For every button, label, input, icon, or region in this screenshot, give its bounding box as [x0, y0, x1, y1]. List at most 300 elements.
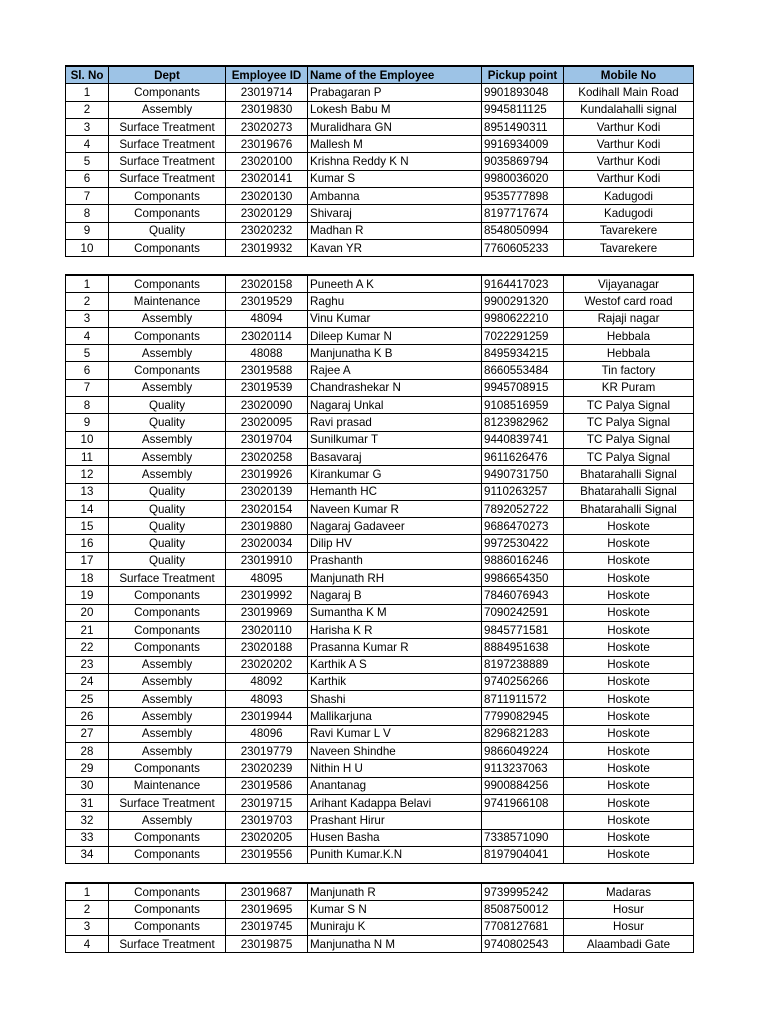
- employee-id-cell: 23019830: [226, 101, 308, 118]
- pickup-point-cell: 8197904041: [482, 846, 564, 863]
- pickup-point-cell: 9740802543: [482, 935, 564, 952]
- pickup-point-cell: 8197238889: [482, 656, 564, 673]
- employee-name-cell: Prasanna Kumar R: [308, 639, 482, 656]
- mobile-no-cell: Hoskote: [564, 725, 694, 742]
- pickup-point-cell: 9980622210: [482, 310, 564, 327]
- table-row: [66, 239, 694, 256]
- employee-id-cell: 48092: [226, 673, 308, 690]
- table-row: [66, 188, 694, 205]
- dept-cell: Maintenance: [109, 777, 226, 794]
- table-row: [66, 901, 694, 918]
- table-row: [66, 918, 694, 935]
- sl-no-cell: 1: [66, 275, 109, 293]
- employee-name-cell: Muniraju K: [308, 918, 482, 935]
- employee-id-cell: 48095: [226, 570, 308, 587]
- pickup-point-cell: 9986654350: [482, 570, 564, 587]
- table-row: [66, 84, 694, 101]
- employee-id-cell: 23019715: [226, 794, 308, 811]
- mobile-no-cell: Hoskote: [564, 673, 694, 690]
- mobile-no-cell: Hosur: [564, 918, 694, 935]
- employee-id-cell: 23019926: [226, 466, 308, 483]
- mobile-no-cell: Bhatarahalli Signal: [564, 500, 694, 517]
- employee-name-cell: Prashant Hirur: [308, 812, 482, 829]
- mobile-no-cell: Hoskote: [564, 777, 694, 794]
- employee-name-cell: Ravi Kumar L V: [308, 725, 482, 742]
- sl-no-cell: 24: [66, 673, 109, 690]
- pickup-point-cell: 7892052722: [482, 500, 564, 517]
- dept-cell: Componants: [109, 883, 226, 901]
- mobile-no-cell: Hoskote: [564, 639, 694, 656]
- pickup-point-cell: 9901893048: [482, 84, 564, 101]
- dept-cell: Assembly: [109, 101, 226, 118]
- pickup-point-cell: 9440839741: [482, 431, 564, 448]
- sl-no-cell: 21: [66, 621, 109, 638]
- employee-name-cell: Ravi prasad: [308, 414, 482, 431]
- sl-no-cell: 23: [66, 656, 109, 673]
- table-row: [66, 587, 694, 604]
- employee-name-cell: Muralidhara GN: [308, 118, 482, 135]
- sl-no-cell: 3: [66, 118, 109, 135]
- dept-cell: Quality: [109, 414, 226, 431]
- pickup-point-cell: 9972530422: [482, 535, 564, 552]
- employee-name-cell: Madhan R: [308, 222, 482, 239]
- employee-id-cell: 23019703: [226, 812, 308, 829]
- dept-cell: Assembly: [109, 345, 226, 362]
- mobile-no-cell: Kadugodi: [564, 205, 694, 222]
- mobile-no-cell: TC Palya Signal: [564, 397, 694, 414]
- pickup-point-cell: 7846076943: [482, 587, 564, 604]
- pickup-point-cell: 9945811125: [482, 101, 564, 118]
- pickup-point-cell: 7799082945: [482, 708, 564, 725]
- table-row: [66, 794, 694, 811]
- mobile-no-cell: Varthur Kodi: [564, 170, 694, 187]
- employee-name-cell: Chandrashekar N: [308, 379, 482, 396]
- sl-no-cell: 12: [66, 466, 109, 483]
- employee-name-cell: Nagaraj Unkal: [308, 397, 482, 414]
- pickup-point-cell: 9164417023: [482, 275, 564, 293]
- mobile-no-cell: Kodihall Main Road: [564, 84, 694, 101]
- dept-cell: Quality: [109, 483, 226, 500]
- dept-cell: Surface Treatment: [109, 935, 226, 952]
- table-row: [66, 500, 694, 517]
- mobile-no-cell: Hoskote: [564, 570, 694, 587]
- sl-no-cell: 34: [66, 846, 109, 863]
- table-row: [66, 379, 694, 396]
- employee-id-cell: 23019745: [226, 918, 308, 935]
- employee-id-cell: 48093: [226, 691, 308, 708]
- sl-no-cell: 28: [66, 743, 109, 760]
- pickup-point-cell: 9900884256: [482, 777, 564, 794]
- header-sl-no: Sl. No: [66, 66, 109, 84]
- pickup-point-cell: 9686470273: [482, 518, 564, 535]
- employee-id-cell: 23019992: [226, 587, 308, 604]
- employee-name-cell: Sumantha K M: [308, 604, 482, 621]
- mobile-no-cell: Hoskote: [564, 535, 694, 552]
- sl-no-cell: 18: [66, 570, 109, 587]
- sl-no-cell: 7: [66, 188, 109, 205]
- table-row: [66, 310, 694, 327]
- employee-name-cell: Kumar S N: [308, 901, 482, 918]
- employee-id-cell: 23020130: [226, 188, 308, 205]
- sl-no-cell: 8: [66, 205, 109, 222]
- mobile-no-cell: Hoskote: [564, 691, 694, 708]
- pickup-point-cell: 9900291320: [482, 293, 564, 310]
- table-row: [66, 812, 694, 829]
- employee-name-cell: Puneeth A K: [308, 275, 482, 293]
- dept-cell: Componants: [109, 239, 226, 256]
- table-row: [66, 846, 694, 863]
- dept-cell: Assembly: [109, 725, 226, 742]
- dept-cell: Componants: [109, 188, 226, 205]
- table-row: [66, 293, 694, 310]
- dept-cell: Assembly: [109, 310, 226, 327]
- employee-id-cell: 23020100: [226, 153, 308, 170]
- mobile-no-cell: Hosur: [564, 901, 694, 918]
- table-row: [66, 170, 694, 187]
- sl-no-cell: 4: [66, 935, 109, 952]
- table-row: [66, 604, 694, 621]
- employee-id-cell: 23019714: [226, 84, 308, 101]
- employee-name-cell: Prashanth: [308, 552, 482, 569]
- employee-id-cell: 48088: [226, 345, 308, 362]
- dept-cell: Surface Treatment: [109, 136, 226, 153]
- pickup-point-cell: 8123982962: [482, 414, 564, 431]
- pickup-point-cell: 9740256266: [482, 673, 564, 690]
- mobile-no-cell: Kadugodi: [564, 188, 694, 205]
- pickup-point-cell: 8197717674: [482, 205, 564, 222]
- employee-id-cell: 23019539: [226, 379, 308, 396]
- employee-id-cell: 23019969: [226, 604, 308, 621]
- table-row: [66, 743, 694, 760]
- employee-id-cell: 23019880: [226, 518, 308, 535]
- mobile-no-cell: Hoskote: [564, 587, 694, 604]
- employee-name-cell: Shivaraj: [308, 205, 482, 222]
- pickup-point-cell: 8495934215: [482, 345, 564, 362]
- sl-no-cell: 33: [66, 829, 109, 846]
- employee-id-cell: 23020110: [226, 621, 308, 638]
- employee-id-cell: 48094: [226, 310, 308, 327]
- table-row: [66, 552, 694, 569]
- sl-no-cell: 9: [66, 414, 109, 431]
- mobile-no-cell: Hoskote: [564, 656, 694, 673]
- pickup-point-cell: 9845771581: [482, 621, 564, 638]
- employee-name-cell: Naveen Kumar R: [308, 500, 482, 517]
- pickup-point-cell: 9108516959: [482, 397, 564, 414]
- pickup-point-cell: 9490731750: [482, 466, 564, 483]
- employee-name-cell: Arihant Kadappa Belavi: [308, 794, 482, 811]
- dept-cell: Componants: [109, 760, 226, 777]
- table-row: [66, 466, 694, 483]
- mobile-no-cell: Hoskote: [564, 846, 694, 863]
- mobile-no-cell: Hoskote: [564, 812, 694, 829]
- employee-name-cell: Nagaraj Gadaveer: [308, 518, 482, 535]
- employee-id-cell: 23020205: [226, 829, 308, 846]
- employee-name-cell: Rajee A: [308, 362, 482, 379]
- pickup-point-cell: 7338571090: [482, 829, 564, 846]
- sl-no-cell: 29: [66, 760, 109, 777]
- mobile-no-cell: Hoskote: [564, 794, 694, 811]
- dept-cell: Quality: [109, 535, 226, 552]
- dept-cell: Assembly: [109, 691, 226, 708]
- mobile-no-cell: Vijayanagar: [564, 275, 694, 293]
- sl-no-cell: 26: [66, 708, 109, 725]
- employee-name-cell: Harisha K R: [308, 621, 482, 638]
- table-row: [66, 275, 694, 293]
- employee-name-cell: Manjunath RH: [308, 570, 482, 587]
- table-row: [66, 448, 694, 465]
- sl-no-cell: 32: [66, 812, 109, 829]
- dept-cell: Componants: [109, 84, 226, 101]
- table-row: [66, 691, 694, 708]
- employee-id-cell: 23019875: [226, 935, 308, 952]
- employee-id-cell: 23020034: [226, 535, 308, 552]
- header-dept: Dept: [109, 66, 226, 84]
- employee-name-cell: Kavan YR: [308, 239, 482, 256]
- sl-no-cell: 7: [66, 379, 109, 396]
- dept-cell: Quality: [109, 552, 226, 569]
- sl-no-cell: 5: [66, 345, 109, 362]
- sl-no-cell: 14: [66, 500, 109, 517]
- dept-cell: Assembly: [109, 448, 226, 465]
- sl-no-cell: 11: [66, 448, 109, 465]
- sl-no-cell: 17: [66, 552, 109, 569]
- sl-no-cell: 30: [66, 777, 109, 794]
- mobile-no-cell: Tin factory: [564, 362, 694, 379]
- dept-cell: Componants: [109, 621, 226, 638]
- employee-id-cell: 23019779: [226, 743, 308, 760]
- pickup-point-cell: 9535777898: [482, 188, 564, 205]
- employee-name-cell: Lokesh Babu M: [308, 101, 482, 118]
- sl-no-cell: 9: [66, 222, 109, 239]
- sl-no-cell: 2: [66, 101, 109, 118]
- employee-id-cell: 23019676: [226, 136, 308, 153]
- pickup-point-cell: 8660553484: [482, 362, 564, 379]
- employee-id-cell: 48096: [226, 725, 308, 742]
- table-row: [66, 205, 694, 222]
- table-row: [66, 535, 694, 552]
- mobile-no-cell: Madaras: [564, 883, 694, 901]
- employee-name-cell: Prabagaran P: [308, 84, 482, 101]
- sl-no-cell: 13: [66, 483, 109, 500]
- dept-cell: Surface Treatment: [109, 118, 226, 135]
- mobile-no-cell: Varthur Kodi: [564, 153, 694, 170]
- dept-cell: Assembly: [109, 379, 226, 396]
- mobile-no-cell: Tavarekere: [564, 239, 694, 256]
- employee-name-cell: Karthik A S: [308, 656, 482, 673]
- dept-cell: Quality: [109, 397, 226, 414]
- mobile-no-cell: Hoskote: [564, 518, 694, 535]
- employee-id-cell: 23019944: [226, 708, 308, 725]
- mobile-no-cell: Varthur Kodi: [564, 136, 694, 153]
- sl-no-cell: 6: [66, 362, 109, 379]
- employee-name-cell: Punith Kumar.K.N: [308, 846, 482, 863]
- employee-table-3: [65, 882, 694, 953]
- pickup-point-cell: 9035869794: [482, 153, 564, 170]
- sl-no-cell: 2: [66, 293, 109, 310]
- table-row: [66, 153, 694, 170]
- table-row: [66, 483, 694, 500]
- mobile-no-cell: Hoskote: [564, 552, 694, 569]
- employee-name-cell: Anantanag: [308, 777, 482, 794]
- employee-name-cell: Hemanth HC: [308, 483, 482, 500]
- employee-name-cell: Nagaraj B: [308, 587, 482, 604]
- employee-name-cell: Basavaraj: [308, 448, 482, 465]
- table-row: [66, 397, 694, 414]
- table-row: [66, 883, 694, 901]
- employee-name-cell: Manjunath R: [308, 883, 482, 901]
- dept-cell: Componants: [109, 205, 226, 222]
- employee-id-cell: 23020273: [226, 118, 308, 135]
- employee-name-cell: Mallikarjuna: [308, 708, 482, 725]
- mobile-no-cell: Bhatarahalli Signal: [564, 483, 694, 500]
- employee-id-cell: 23019556: [226, 846, 308, 863]
- dept-cell: Componants: [109, 846, 226, 863]
- sl-no-cell: 5: [66, 153, 109, 170]
- employee-id-cell: 23019695: [226, 901, 308, 918]
- mobile-no-cell: Tavarekere: [564, 222, 694, 239]
- employee-name-cell: Manjunatha K B: [308, 345, 482, 362]
- mobile-no-cell: Varthur Kodi: [564, 118, 694, 135]
- table-row: [66, 639, 694, 656]
- mobile-no-cell: Hoskote: [564, 743, 694, 760]
- table-row: [66, 656, 694, 673]
- mobile-no-cell: Hoskote: [564, 760, 694, 777]
- header-mobile-no: Mobile No: [564, 66, 694, 84]
- table-row: [66, 431, 694, 448]
- dept-cell: Assembly: [109, 466, 226, 483]
- employee-id-cell: 23020188: [226, 639, 308, 656]
- dept-cell: Assembly: [109, 812, 226, 829]
- dept-cell: Componants: [109, 604, 226, 621]
- sl-no-cell: 2: [66, 901, 109, 918]
- sl-no-cell: 22: [66, 639, 109, 656]
- table-row: [66, 136, 694, 153]
- table-row: [66, 362, 694, 379]
- pickup-point-cell: 9741966108: [482, 794, 564, 811]
- header-employee-name: Name of the Employee: [308, 66, 482, 84]
- sl-no-cell: 20: [66, 604, 109, 621]
- sl-no-cell: 25: [66, 691, 109, 708]
- table-row: [66, 101, 694, 118]
- sl-no-cell: 16: [66, 535, 109, 552]
- sl-no-cell: 10: [66, 239, 109, 256]
- employee-id-cell: 23020232: [226, 222, 308, 239]
- dept-cell: Quality: [109, 518, 226, 535]
- dept-cell: Assembly: [109, 708, 226, 725]
- table-row: [66, 673, 694, 690]
- employee-name-cell: Naveen Shindhe: [308, 743, 482, 760]
- employee-id-cell: 23020114: [226, 327, 308, 344]
- employee-id-cell: 23019687: [226, 883, 308, 901]
- pickup-point-cell: [482, 812, 564, 829]
- employee-id-cell: 23020258: [226, 448, 308, 465]
- pickup-point-cell: 8296821283: [482, 725, 564, 742]
- employee-id-cell: 23020154: [226, 500, 308, 517]
- employee-id-cell: 23020239: [226, 760, 308, 777]
- sl-no-cell: 4: [66, 136, 109, 153]
- employee-id-cell: 23019529: [226, 293, 308, 310]
- employee-id-cell: 23020129: [226, 205, 308, 222]
- employee-id-cell: 23020202: [226, 656, 308, 673]
- employee-id-cell: 23019910: [226, 552, 308, 569]
- employee-name-cell: Kirankumar G: [308, 466, 482, 483]
- table-row: [66, 518, 694, 535]
- table-row: [66, 118, 694, 135]
- sl-no-cell: 4: [66, 327, 109, 344]
- pickup-point-cell: 9945708915: [482, 379, 564, 396]
- pickup-point-cell: 9739995242: [482, 883, 564, 901]
- sl-no-cell: 3: [66, 310, 109, 327]
- sl-no-cell: 27: [66, 725, 109, 742]
- mobile-no-cell: KR Puram: [564, 379, 694, 396]
- mobile-no-cell: Bhatarahalli Signal: [564, 466, 694, 483]
- employee-name-cell: Kumar S: [308, 170, 482, 187]
- employee-id-cell: 23020095: [226, 414, 308, 431]
- employee-id-cell: 23020141: [226, 170, 308, 187]
- table-row: [66, 327, 694, 344]
- mobile-no-cell: TC Palya Signal: [564, 448, 694, 465]
- pickup-point-cell: 9980036020: [482, 170, 564, 187]
- table-row: [66, 725, 694, 742]
- mobile-no-cell: Hoskote: [564, 621, 694, 638]
- pickup-point-cell: 8951490311: [482, 118, 564, 135]
- table-row: [66, 829, 694, 846]
- dept-cell: Componants: [109, 362, 226, 379]
- employee-id-cell: 23019932: [226, 239, 308, 256]
- table-row: [66, 345, 694, 362]
- table-row: [66, 621, 694, 638]
- sl-no-cell: 1: [66, 883, 109, 901]
- dept-cell: Assembly: [109, 673, 226, 690]
- table-row: [66, 708, 694, 725]
- pickup-point-cell: 9886016246: [482, 552, 564, 569]
- employee-table-2: [65, 274, 694, 864]
- mobile-no-cell: Hoskote: [564, 829, 694, 846]
- header-row: [66, 66, 694, 84]
- pickup-point-cell: 7022291259: [482, 327, 564, 344]
- mobile-no-cell: TC Palya Signal: [564, 414, 694, 431]
- pickup-point-cell: 8508750012: [482, 901, 564, 918]
- employee-id-cell: 23020139: [226, 483, 308, 500]
- dept-cell: Assembly: [109, 656, 226, 673]
- pickup-point-cell: 7090242591: [482, 604, 564, 621]
- mobile-no-cell: Kundalahalli signal: [564, 101, 694, 118]
- sl-no-cell: 8: [66, 397, 109, 414]
- employee-name-cell: Shashi: [308, 691, 482, 708]
- mobile-no-cell: TC Palya Signal: [564, 431, 694, 448]
- header-pickup-point: Pickup point: [482, 66, 564, 84]
- mobile-no-cell: Hoskote: [564, 604, 694, 621]
- employee-id-cell: 23020090: [226, 397, 308, 414]
- mobile-no-cell: Rajaji nagar: [564, 310, 694, 327]
- pickup-point-cell: 7708127681: [482, 918, 564, 935]
- employee-name-cell: Karthik: [308, 673, 482, 690]
- pickup-point-cell: 9110263257: [482, 483, 564, 500]
- pickup-point-cell: 9113237063: [482, 760, 564, 777]
- employee-table-1: [65, 65, 694, 257]
- dept-cell: Componants: [109, 587, 226, 604]
- employee-id-cell: 23020158: [226, 275, 308, 293]
- pickup-point-cell: 8711911572: [482, 691, 564, 708]
- employee-name-cell: Ambanna: [308, 188, 482, 205]
- dept-cell: Quality: [109, 500, 226, 517]
- dept-cell: Componants: [109, 275, 226, 293]
- employee-name-cell: Mallesh M: [308, 136, 482, 153]
- pickup-point-cell: 7760605233: [482, 239, 564, 256]
- employee-name-cell: Vinu Kumar: [308, 310, 482, 327]
- sl-no-cell: 1: [66, 84, 109, 101]
- dept-cell: Componants: [109, 829, 226, 846]
